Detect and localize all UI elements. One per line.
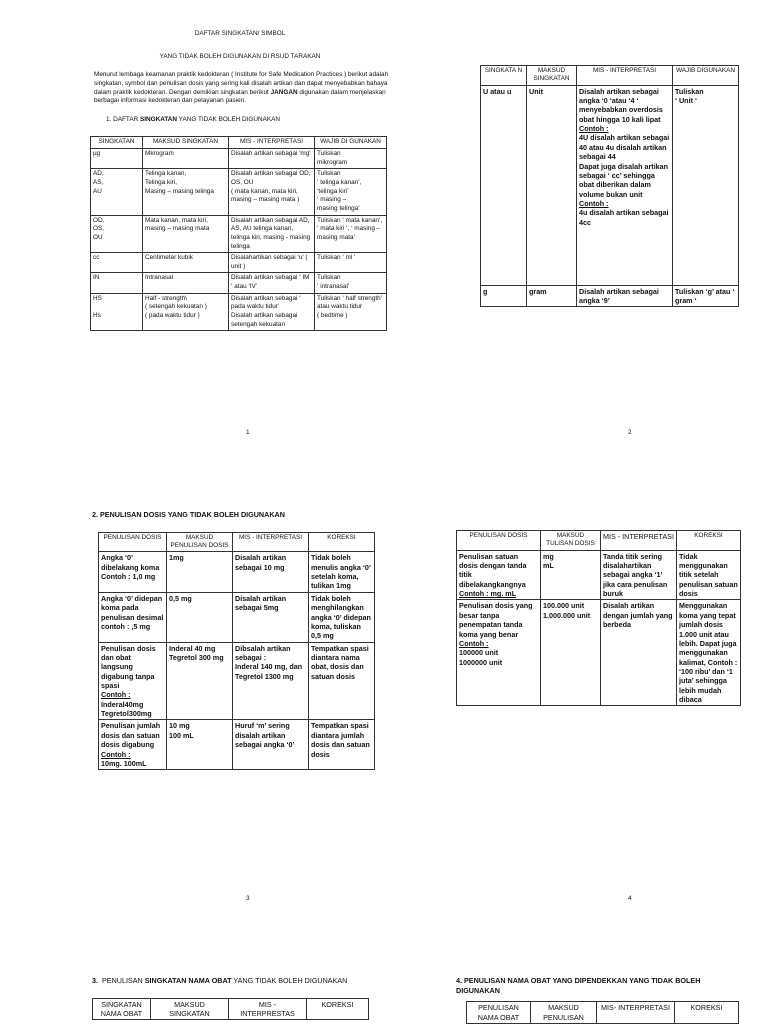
cell: OD, OS, OU xyxy=(91,215,143,253)
cell xyxy=(99,720,167,770)
col-header: MIS- INTERPRETASI xyxy=(597,1002,675,1024)
cell-line: Contoh : xyxy=(459,638,489,648)
col-header: MAKSUD PENULISAN xyxy=(531,1002,597,1024)
cell: Disalah artikan dengan jumlah yang berbeda xyxy=(601,600,677,706)
col-header: MIS - INTERPRETASI xyxy=(233,532,309,552)
cell-line: 100000 unit xyxy=(459,648,499,658)
col-header: PENULISAN DOSIS xyxy=(99,532,167,552)
cell-line: Disalah artikan sebagai angka ‘0 ‘atau ‘4 ‘ menyebabkan overdosis obat hingga 10 kali lipat xyxy=(579,86,663,124)
col-header: MAKSUD SINGKATAN xyxy=(151,998,229,1020)
col-header: MIS - INTERPRESTAS xyxy=(229,998,307,1020)
cell: 10 mg 100 mL xyxy=(167,720,233,770)
cell-line: Contoh : 1,0 mg xyxy=(101,572,156,582)
cell: Inderal 40 mg Tegretol 300 mg xyxy=(167,642,233,720)
col-header: SINGKATA N xyxy=(481,66,527,86)
page3-dose-table xyxy=(98,532,375,771)
cell-line: Contoh : xyxy=(101,749,131,759)
cell: Half - strength\ ( setengah kekuatan ) ( pada waktu tidur ) xyxy=(143,293,229,331)
cell: gram xyxy=(527,285,577,307)
col-header: MIS - INTERPRETASI xyxy=(601,531,677,551)
cell: Tuliskan ‘ intranasal’ xyxy=(315,273,387,293)
col-header: MIS - INTERPRETASI xyxy=(577,66,673,86)
cell-line: Penulisan satuan dosis dengan tanda titik dibelakangkangnya xyxy=(459,551,527,589)
col-header: KOREKSI xyxy=(307,998,369,1020)
col-header: MAKSUD SINGKATAN xyxy=(143,137,229,149)
page1-list-heading: 1. DAFTAR SINGKATAN YANG TIDAK BOLEH DIGUNAKAN xyxy=(106,115,281,123)
cell-line: Contoh : mg. mL xyxy=(459,589,517,599)
cell-line: Contoh : xyxy=(579,198,609,208)
page5-heading: 3. PENULISAN SINGKATAN NAMA OBAT YANG TIDAK BOLEH DIGUNAKAN xyxy=(92,976,348,985)
cell-line: Penulisan dosis dan obat langsung digabung tanpa spasi xyxy=(101,643,156,691)
document-page-4 xyxy=(456,530,740,706)
cell-line: 10mg. 100mL xyxy=(101,758,147,768)
document-page-5 xyxy=(92,976,392,1020)
cell: Tuliskan ‘ half strength’ atau waktu tidur ( bedtime ) xyxy=(315,293,387,331)
cell: mg mL xyxy=(541,550,601,600)
cell: Tidak menggunakan titik setelah penulisan satuan dosis xyxy=(677,550,741,600)
cell xyxy=(457,550,541,600)
cell-line: Contoh : xyxy=(579,124,609,134)
cell: HS Hs xyxy=(91,293,143,331)
cell-line: Penulisan jumlah dosis dan satuan dosis digabung xyxy=(101,721,161,750)
table-row xyxy=(457,600,741,706)
page-number: 3 xyxy=(246,895,250,902)
table-row xyxy=(91,273,387,293)
cell: AD, AS, AU xyxy=(91,169,143,215)
table-row xyxy=(99,720,375,770)
table-row xyxy=(457,550,741,600)
cell-line: Disalah artikan sebagai angka ‘9’ xyxy=(579,286,659,306)
page2-abbrev-table xyxy=(480,65,739,307)
cell-line: Contoh : xyxy=(101,690,131,700)
cell: Tanda titik sering disalahartikan sebagai angka ‘1’ jika cara penulisan buruk xyxy=(601,550,677,600)
cell: Tuliskan ‘g’ atau ‘ gram ‘ xyxy=(673,285,739,307)
col-header: MAKSUD TULISAN DOSIS xyxy=(541,531,601,551)
page1-intro: Menurut lembaga keamanan praktik kedokteran ( Institute for Safe Medication Practices ) berikut adalah singkatan, symbol dan penulisan dosis yang sering kali disalah artikan dan dapat menyebabkan bahaya dalam praktik kedokteran. Dengan demikian singkatan berikut JANGAN digunakan dalam menjelaskan berbagai informasi kedokteran dan pelayanan pasien. xyxy=(94,71,389,105)
table-row xyxy=(91,149,387,169)
cell: U atau u xyxy=(481,85,527,285)
cell: Disalah artikan sebagai ‘ IM ‘ atau ‘IV’ xyxy=(229,273,315,293)
col-header: WAJIB DIGUNAKAN xyxy=(673,66,739,86)
col-header: PENULISAN DOSIS xyxy=(457,531,541,551)
cell: Tuliskan mikrogram xyxy=(315,149,387,169)
table-header-row xyxy=(99,532,375,552)
col-header: KOREKSI xyxy=(675,1002,739,1024)
cell xyxy=(577,285,673,307)
table-row xyxy=(99,552,375,592)
cell xyxy=(577,85,673,285)
cell-line: Penulisan dosis yang besar tanpa penempatan tanda koma yang benar xyxy=(459,601,533,639)
cell xyxy=(99,642,167,720)
table-header-row xyxy=(481,66,739,86)
cell: Centimeter kubik xyxy=(143,253,229,273)
col-header: SINGKATAN xyxy=(91,137,143,149)
page6-heading: 4. PENULISAN NAMA OBAT YANG DIPENDEKKAN YANG TIDAK BOLEH DIGUNAKAN xyxy=(456,976,701,995)
cell: Mata kanan, mata kiri, masing – masing mata xyxy=(143,215,229,253)
cell: Telinga kanan, Telinga kiri, Masing – masing telinga xyxy=(143,169,229,215)
cell: cc xyxy=(91,253,143,273)
page4-dose-table xyxy=(456,530,741,706)
col-header: MIS - INTERPRETASI xyxy=(229,137,315,149)
table-header-row xyxy=(91,137,387,149)
cell: Disalah artikan sebagai 5mg xyxy=(233,592,309,642)
cell: Tuliskan ‘ mata kanan’, ‘ mata kiri ‘, ‘ masing – masing mata’ xyxy=(315,215,387,253)
cell: 0,5 mg xyxy=(167,592,233,642)
table-header-row xyxy=(467,1002,739,1024)
cell: Menggunakan koma yang tepat jumlah dosis 1.000 unit atau lebih. Dapat juga menggunakan kalimat, Contoh : ‘100 ribu’ dan ‘1 juta’ sehingga lebih mudah dibaca xyxy=(677,600,741,706)
table-row xyxy=(481,285,739,307)
document-page-1 xyxy=(90,30,390,331)
cell: Disalahartikan sebagai ‘u’ ( unit ) xyxy=(229,253,315,273)
col-header: PENULISAN NAMA OBAT xyxy=(467,1002,531,1024)
page-number: 2 xyxy=(628,429,632,436)
cell: 100.000 unit 1.000.000 unit xyxy=(541,600,601,706)
cell: Tempatkan spasi diantara nama obat, dosis dan satuan dosis xyxy=(309,642,375,720)
page3-heading: 2. PENULISAN DOSIS YANG TIDAK BOLEH DIGUNAKAN xyxy=(92,510,285,519)
col-header: KOREKSI xyxy=(309,532,375,552)
cell: Tidak boleh menulis angka ‘0’ setelah koma, tulikan 1mg xyxy=(309,552,375,592)
page5-drug-abbrev-table xyxy=(92,998,369,1021)
table-row xyxy=(91,293,387,331)
document-page-2 xyxy=(480,65,738,307)
col-header: KOREKSI xyxy=(677,531,741,551)
cell-line: 4U disalah artikan sebagai 40 atau 4u disalah artikan sebagai 44 xyxy=(579,133,670,162)
cell-line: 4u disalah artikan sebagai 4cc xyxy=(579,208,669,227)
cell: Disalah artikan sebagai AD, AS, AU telinga kanan, telinga kiri, masing - masing telinga xyxy=(229,215,315,253)
page6-drug-name-table xyxy=(466,1001,739,1024)
cell: g xyxy=(481,285,527,307)
cell: Disalah artikan sebagai OD, OS, OU ( mata kanan, mata kiri, masing – masing mata ) xyxy=(229,169,315,215)
cell-line: Angka ‘0’ dibelakang koma xyxy=(101,553,160,572)
cell: Tuliskan ‘ ml ‘ xyxy=(315,253,387,273)
table-row xyxy=(99,592,375,642)
cell-line: Tegretol300mg xyxy=(101,709,152,719)
table-row xyxy=(99,642,375,720)
cell: Tuliskan ‘ telinga kanan’, ‘telinga kiri’ ‘ masing – masing telinga’ xyxy=(315,169,387,215)
cell: Unit xyxy=(527,85,577,285)
cell: Disalah artikan sebagai ‘ pada waktu tidur’ Disalah artikan sebagai setengah kekuatan xyxy=(229,293,315,331)
cell-line: contoh : ,5 mg xyxy=(101,621,151,631)
cell: Dibsalah artikan sebagai : Inderal 140 mg, dan Tegretol 1300 mg xyxy=(233,642,309,720)
cell: Tidak boleh menghilangkan angka ‘0’ didepan koma, tuliskan 0,5 mg xyxy=(309,592,375,642)
table-row xyxy=(91,253,387,273)
cell: Disalah artikan sebagai 10 mg xyxy=(233,552,309,592)
table-header-row xyxy=(457,531,741,551)
page-number: 1 xyxy=(246,429,250,436)
cell: µg xyxy=(91,149,143,169)
cell: Intranasal xyxy=(143,273,229,293)
col-header: MAKSUD PENULISAN DOSIS xyxy=(167,532,233,552)
col-header: SINGKATAN NAMA OBAT xyxy=(93,998,151,1020)
page1-subtitle: YANG TIDAK BOLEH DIGUNAKAN DI RSUD TARAKAN xyxy=(159,52,321,60)
cell: Disalah artikan sebagai 'mg' xyxy=(229,149,315,169)
document-page-3 xyxy=(92,510,382,770)
cell-line: Dapat juga disalah artikan sebagai ‘ cc’ sehingga obat diberikan dalam volume bukan unit xyxy=(579,161,669,199)
table-row xyxy=(91,215,387,253)
cell xyxy=(99,552,167,592)
cell xyxy=(457,600,541,706)
cell-line: Inderal40mg xyxy=(101,699,144,709)
cell: Mkrogram xyxy=(143,149,229,169)
cell-line: Angka ‘0’ didepan koma pada penulisan desimal xyxy=(101,593,164,622)
col-header: MAKSUD SINGKATAN xyxy=(527,66,577,86)
cell: Huruf ‘m’ sering disalah artikan sebagai angka ‘0’ xyxy=(233,720,309,770)
cell: IN xyxy=(91,273,143,293)
cell: Tempatkan spasi diantara jumlah dosis dan satuan dosis xyxy=(309,720,375,770)
page-number: 4 xyxy=(628,895,632,902)
cell xyxy=(99,592,167,642)
cell: 1mg xyxy=(167,552,233,592)
document-page-6 xyxy=(456,976,746,1024)
cell: Tuliskan ‘ Unit ‘ xyxy=(673,85,739,285)
table-row xyxy=(481,85,739,285)
table-row xyxy=(91,169,387,215)
table-header-row xyxy=(93,998,369,1020)
cell-line: 1000000 unit xyxy=(459,657,503,667)
col-header: WAJIB DI GUNAKAN xyxy=(315,137,387,149)
page1-abbrev-table xyxy=(90,136,387,331)
page1-title: DAFTAR SINGKATAN/ SIMBOL xyxy=(194,30,286,37)
